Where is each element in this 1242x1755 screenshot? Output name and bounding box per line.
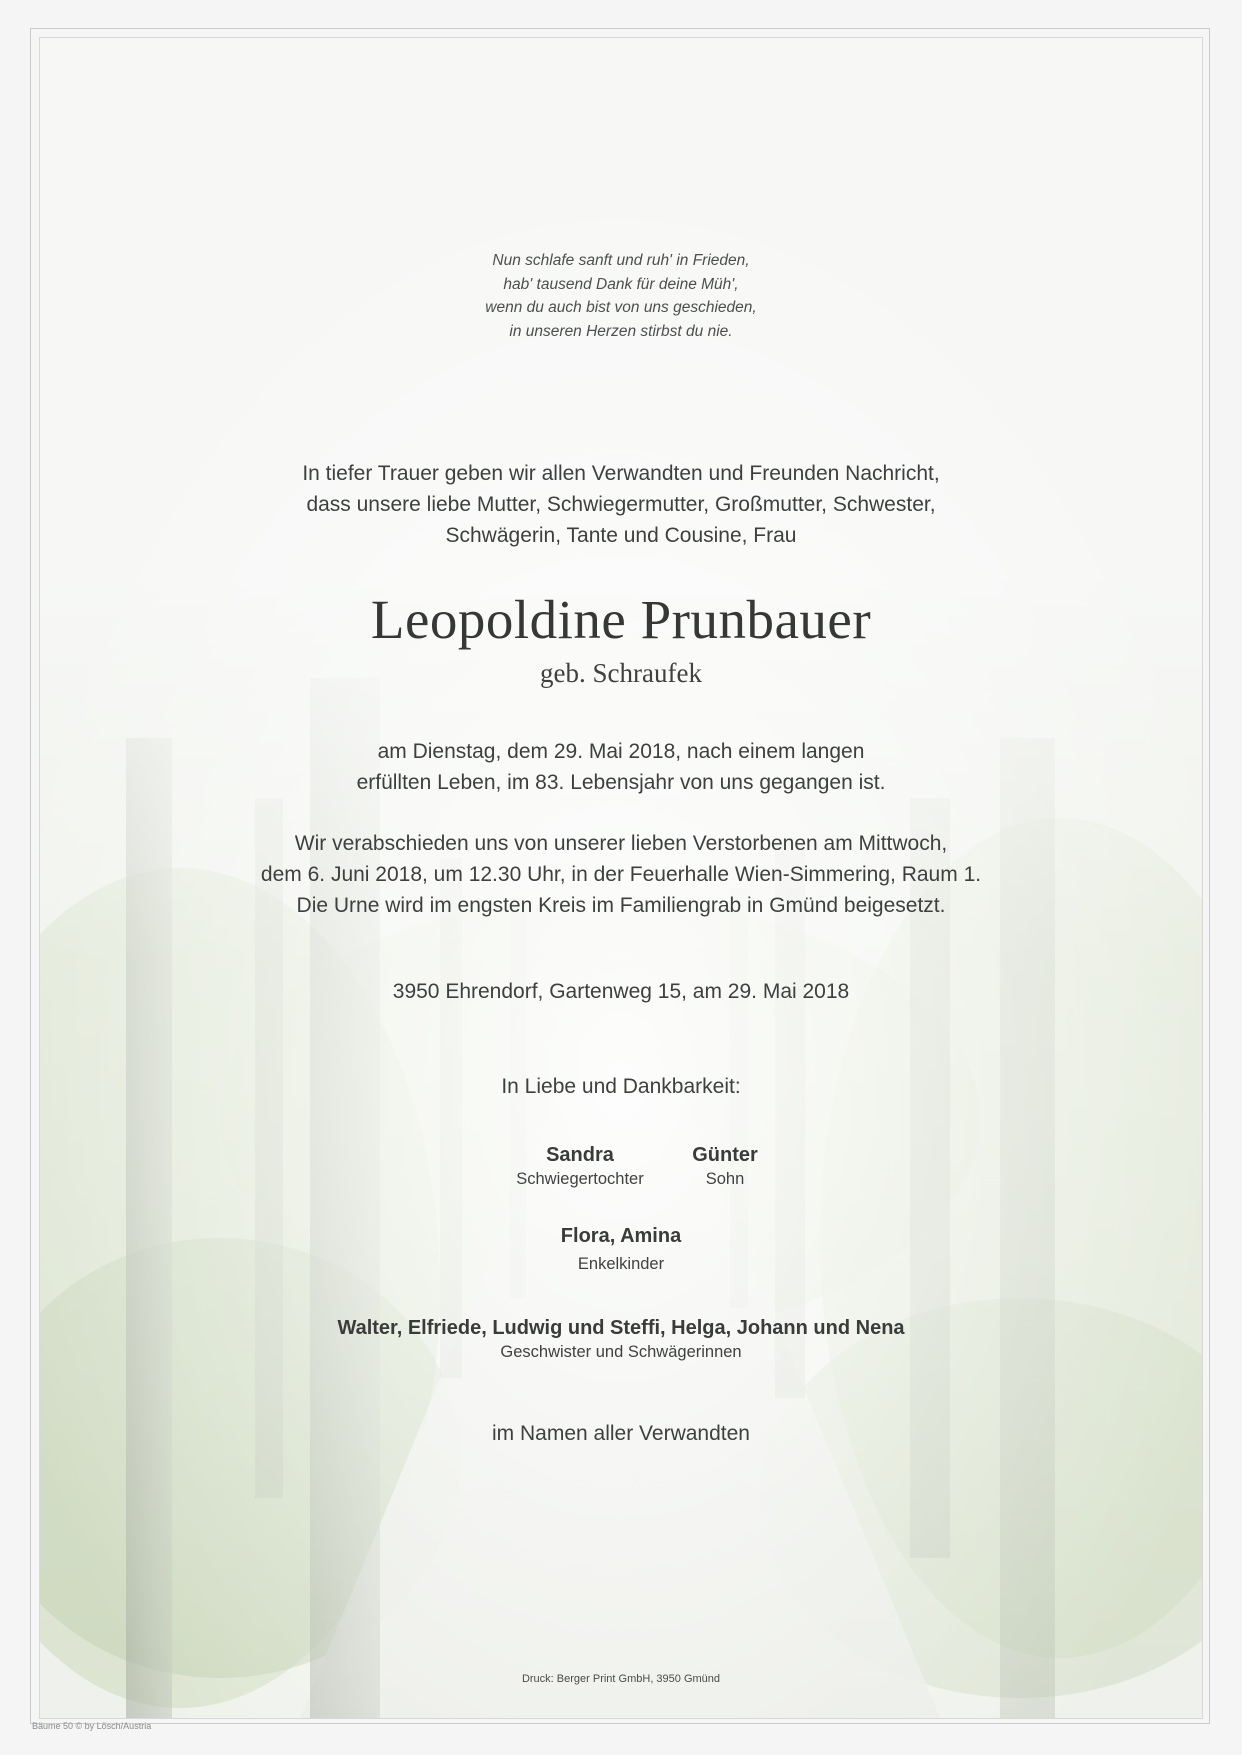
death-line: erfüllten Leben, im 83. Lebensjahr von uns gegangen ist.: [356, 771, 886, 794]
notice-card: [39, 37, 1203, 1719]
announcement-intro: [40, 458, 1202, 551]
mourner-siblings: [40, 1315, 1202, 1363]
poem-line: hab' tausend Dank für deine Müh',: [503, 275, 739, 293]
memorial-poem: [40, 249, 1202, 343]
mourner-daughter-in-law: [480, 1142, 680, 1190]
funeral-line: dem 6. Juni 2018, um 12.30 Uhr, in der Feuerhalle Wien-Simmering, Raum 1.: [260, 863, 982, 886]
mourner-son: [655, 1142, 795, 1190]
closing-line: im Namen aller Verwandten: [492, 1422, 750, 1445]
maiden-name: geb. Schraufek: [540, 658, 702, 688]
deceased-name: Leopoldine Prunbauer: [370, 589, 872, 650]
intro-line: dass unsere liebe Mutter, Schwiegermutter, Großmutter, Schwester,: [306, 493, 936, 516]
funeral-line: Wir verabschieden uns von unserer lieben Verstorbenen am Mittwoch,: [294, 832, 948, 855]
mourner-role: Enkelkinder: [577, 1255, 665, 1273]
intro-line: Schwägerin, Tante und Cousine, Frau: [445, 524, 797, 547]
mourner-role: Geschwister und Schwägerinnen: [500, 1343, 742, 1361]
funeral-line: Die Urne wird im engsten Kreis im Familiengrab in Gmünd beigesetzt.: [296, 894, 946, 917]
death-notice: [40, 736, 1202, 798]
place-and-date: 3950 Ehrendorf, Gartenweg 15, am 29. Mai 2018: [392, 980, 850, 1003]
mourner-grandchildren: [40, 1223, 1202, 1275]
death-line: am Dienstag, dem 29. Mai 2018, nach einem langen: [377, 740, 865, 763]
intro-line: In tiefer Trauer geben wir allen Verwandten und Freunden Nachricht,: [302, 462, 940, 485]
poem-line: in unseren Herzen stirbst du nie.: [509, 322, 733, 340]
mourner-name: Flora, Amina: [560, 1225, 682, 1247]
poem-line: Nun schlafe sanft und ruh' in Frieden,: [492, 252, 750, 269]
printer-imprint: Druck: Berger Print GmbH, 3950 Gmünd: [521, 1673, 721, 1685]
love-gratitude-line: In Liebe und Dankbarkeit:: [501, 1075, 741, 1098]
image-credit: Bäume 50 © by Lösch/Austria: [32, 1721, 152, 1731]
funeral-details: [40, 828, 1202, 921]
mourner-name: Sandra: [546, 1144, 614, 1166]
poem-line: wenn du auch bist von uns geschieden,: [485, 299, 757, 316]
mourner-name: Günter: [692, 1144, 758, 1166]
mourner-name: Walter, Elfriede, Ludwig und Steffi, Helga, Johann und Nena: [337, 1317, 905, 1339]
mourner-role: Schwiegertochter: [516, 1170, 644, 1188]
mourner-role: Sohn: [705, 1170, 745, 1188]
